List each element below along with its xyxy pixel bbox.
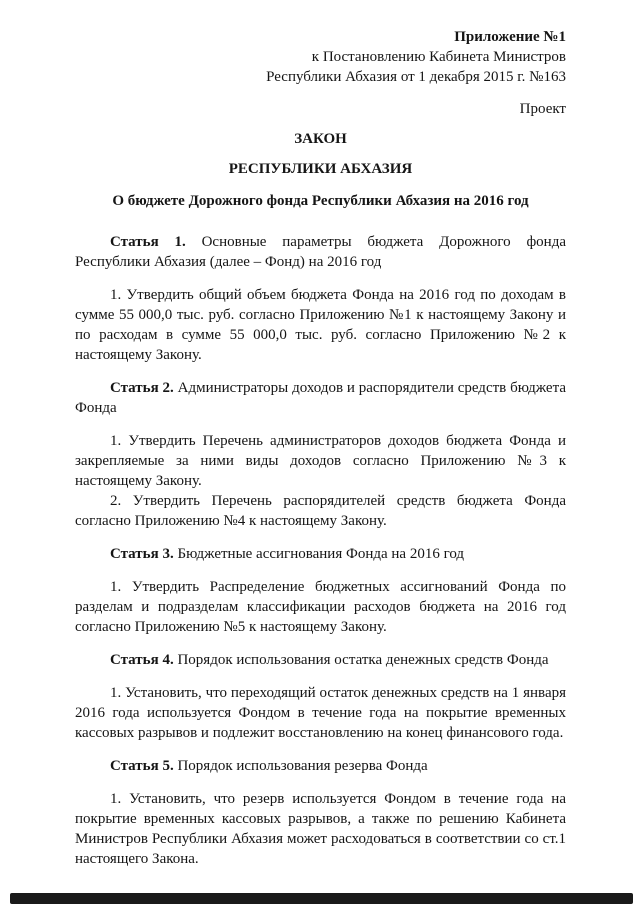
document-header bbox=[75, 27, 566, 87]
draft-label: Проект bbox=[519, 101, 566, 117]
article-3-label: Статья 3. bbox=[110, 546, 174, 562]
article-3-title: Бюджетные ассигнования Фонда на 2016 год bbox=[177, 546, 465, 562]
article-1-heading bbox=[75, 232, 566, 272]
article-5-label: Статья 5. bbox=[110, 758, 174, 774]
article-2-title: Администраторы доходов и распорядители средств бюджета Фонда bbox=[75, 380, 566, 416]
article-2-paragraph-1: 1. Утвердить Перечень администраторов доходов бюджета Фонда и закрепляемые за ними виды доходов согласно Приложению №3 к настоящему Закону. bbox=[75, 433, 566, 489]
article-3-heading bbox=[75, 544, 566, 564]
annex-resolution-line: к Постановлению Кабинета Министров bbox=[311, 49, 566, 65]
republic-title: РЕСПУБЛИКИ АБХАЗИЯ bbox=[228, 161, 413, 177]
article-4-title: Порядок использования остатка денежных средств Фонда bbox=[177, 652, 549, 668]
article-4-heading bbox=[75, 650, 566, 670]
article-5-heading bbox=[75, 756, 566, 776]
annex-label: Приложение №1 bbox=[454, 29, 566, 45]
document-subject-title: О бюджете Дорожного фонда Республики Абхазия на 2016 год bbox=[112, 193, 529, 209]
article-5-paragraph-1: 1. Установить, что резерв используется Фондом в течение года на покрытие временных кассовых разрывов, а также по решению Кабинета Министров Республики Абхазия может расходоваться в соответствии со ст.1 настоящего Закона. bbox=[75, 791, 566, 867]
article-4-paragraph-1: 1. Установить, что переходящий остаток денежных средств на 1 января 2016 года используется Фондом в течение года на покрытие временных кассовых разрывов и подлежит восстановлению на конец финансового года. bbox=[75, 685, 566, 741]
article-2-heading bbox=[75, 378, 566, 418]
article-1-title: Основные параметры бюджета Дорожного фонда Республики Абхазия (далее – Фонд) на 2016 год bbox=[75, 234, 566, 270]
article-4-label: Статья 4. bbox=[110, 652, 174, 668]
article-5-title: Порядок использования резерва Фонда bbox=[177, 758, 428, 774]
scan-bottom-edge bbox=[10, 893, 633, 904]
annex-date-line: Республики Абхазия от 1 декабря 2015 г. №163 bbox=[266, 69, 566, 85]
article-1-paragraph-1: 1. Утвердить общий объем бюджета Фонда на 2016 год по доходам в сумме 55 000,0 тыс. руб. согласно Приложению №1 к настоящему Закону и по расходам в сумме 55 000,0 тыс. руб. согласно Приложению №2 к настоящему Закону. bbox=[75, 287, 566, 363]
article-1-label: Статья 1. bbox=[110, 234, 186, 250]
article-3-paragraph-1: 1. Утвердить Распределение бюджетных ассигнований Фонда по разделам и подразделам классификации расходов бюджета на 2016 год согласно Приложению №5 к настоящему Закону. bbox=[75, 579, 566, 635]
law-title: ЗАКОН bbox=[294, 131, 347, 147]
article-2-paragraph-2: 2. Утвердить Перечень распорядителей средств бюджета Фонда согласно Приложению №4 к настоящему Закону. bbox=[75, 493, 566, 529]
article-2-label: Статья 2. bbox=[110, 380, 174, 396]
